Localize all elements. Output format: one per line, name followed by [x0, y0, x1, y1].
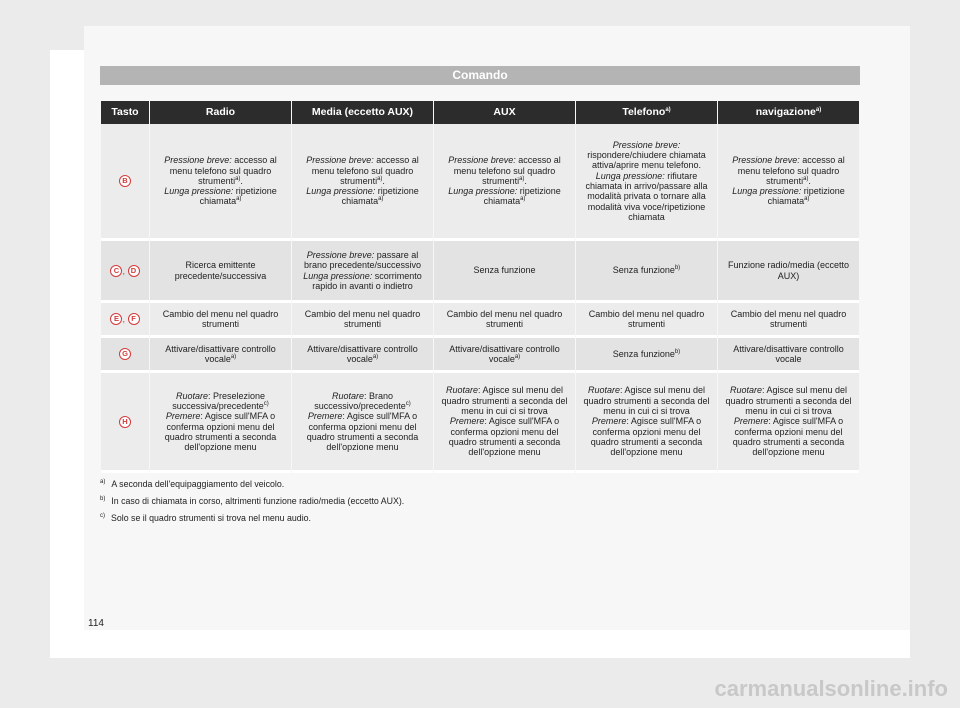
footnote-a: $^{a)}$ A seconda dell'equipaggiamento del veicolo.: [100, 479, 285, 489]
key-badge-g: G: [119, 348, 131, 360]
cell-telefono: Ruotare: Agisce sul menu del quadro strumenti a seconda del menu in cui ci si trova Premere: Agisce sull'MFA o conferma opzioni menu del quadro strumenti a seconda dell'opzione menu: [576, 373, 717, 473]
header-telefono: Telefono$^{a)}$: [576, 101, 717, 124]
key-badge-e: E: [110, 313, 122, 325]
header-key: Tasto: [101, 101, 149, 124]
key-cell: [101, 338, 149, 373]
cell-telefono: Pressione breve: rispondere/chiudere chiamata attiva/aprire menu telefono. Lunga pressione: rifiutare chiamata in arrivo/passare alla modalità privata o tornare alla modalità viva voce/ripetizione chiamata: [576, 124, 717, 241]
cell-radio: Ricerca emittente precedente/successiva: [150, 241, 291, 303]
section-title: Comando: [100, 66, 860, 85]
cell-telefono: Senza funzione$^{b)}$: [576, 338, 717, 373]
cell-telefono: Cambio del menu nel quadro strumenti: [576, 303, 717, 338]
cell-media: Ruotare: Brano successivo/precedente$^{c)}$ Premere: Agisce sull'MFA o conferma opzioni menu del quadro strumenti a seconda dell'opzione menu: [292, 373, 433, 473]
cell-navigazione: Pressione breve: accesso al menu telefono sul quadro strumenti$^{a)}$. Lunga pressione: ripetizione chiamata$^{a)}$: [718, 124, 859, 241]
page-number: 114: [88, 618, 104, 629]
key-cell: E , F: [101, 303, 149, 338]
cell-media: Attivare/disattivare controllo vocale$^{a)}$: [292, 338, 433, 373]
cell-radio: Attivare/disattivare controllo vocale$^{a)}$: [150, 338, 291, 373]
key-badge-c: C: [110, 265, 122, 277]
table-row-g: [101, 338, 859, 373]
key-badge-b: B: [119, 175, 131, 187]
key-cell: [101, 373, 149, 473]
table-header-row: [101, 101, 859, 124]
command-table: [100, 101, 860, 473]
cell-radio: Cambio del menu nel quadro strumenti: [150, 303, 291, 338]
header-aux: AUX: [434, 101, 575, 124]
cell-aux: Senza funzione: [434, 241, 575, 303]
footnote-b: $^{b)}$ In caso di chiamata in corso, altrimenti funzione radio/media (eccetto AUX).: [100, 496, 405, 506]
cell-media: Pressione breve: passare al brano precedente/successivo Lunga pressione: scorrimento rapido in avanti o indietro: [292, 241, 433, 303]
cell-telefono: Senza funzione$^{b)}$: [576, 241, 717, 303]
watermark: carmanualsonline.info: [714, 676, 948, 701]
table-row-h: [101, 373, 859, 473]
key-badge-f: F: [128, 313, 140, 325]
cell-navigazione: Funzione radio/media (eccetto AUX): [718, 241, 859, 303]
cell-aux: Ruotare: Agisce sul menu del quadro strumenti a seconda del menu in cui ci si trova Premere: Agisce sull'MFA o conferma opzioni menu del quadro strumenti a seconda dell'opzione menu: [434, 373, 575, 473]
cell-media: Pressione breve: accesso al menu telefono sul quadro strumenti$^{a)}$. Lunga pressione: ripetizione chiamata$^{a)}$: [292, 124, 433, 241]
key-cell: [101, 124, 149, 241]
cell-aux: Cambio del menu nel quadro strumenti: [434, 303, 575, 338]
cell-navigazione: Ruotare: Agisce sul menu del quadro strumenti a seconda del menu in cui ci si trova Premere: Agisce sull'MFA o conferma opzioni menu del quadro strumenti a seconda dell'opzione menu: [718, 373, 859, 473]
table-row-ef: [101, 303, 859, 338]
key-badge-d: D: [128, 265, 140, 277]
key-cell: C , D: [101, 241, 149, 303]
cell-media: Cambio del menu nel quadro strumenti: [292, 303, 433, 338]
header-media: Media (eccetto AUX): [292, 101, 433, 124]
cell-navigazione: Attivare/disattivare controllo vocale: [718, 338, 859, 373]
header-navigazione: navigazione$^{a)}$: [718, 101, 859, 124]
cell-radio: Pressione breve: accesso al menu telefono sul quadro strumenti$^{a)}$. Lunga pressione: ripetizione chiamata$^{a)}$: [150, 124, 291, 241]
key-badge-h: H: [119, 416, 131, 428]
header-radio: Radio: [150, 101, 291, 124]
table-row-cd: [101, 241, 859, 303]
cell-radio: Ruotare: Preselezione successiva/precedente$^{c)}$ Premere: Agisce sull'MFA o conferma opzioni menu del quadro strumenti a seconda dell'opzione menu: [150, 373, 291, 473]
cell-navigazione: Cambio del menu nel quadro strumenti: [718, 303, 859, 338]
footnote-c: $^{c)}$ Solo se il quadro strumenti si trova nel menu audio.: [100, 513, 311, 523]
cell-aux: Pressione breve: accesso al menu telefono sul quadro strumenti$^{a)}$. Lunga pressione: ripetizione chiamata$^{a)}$: [434, 124, 575, 241]
table-row-b: [101, 124, 859, 241]
footnotes: [100, 479, 800, 530]
cell-aux: Attivare/disattivare controllo vocale$^{a)}$: [434, 338, 575, 373]
